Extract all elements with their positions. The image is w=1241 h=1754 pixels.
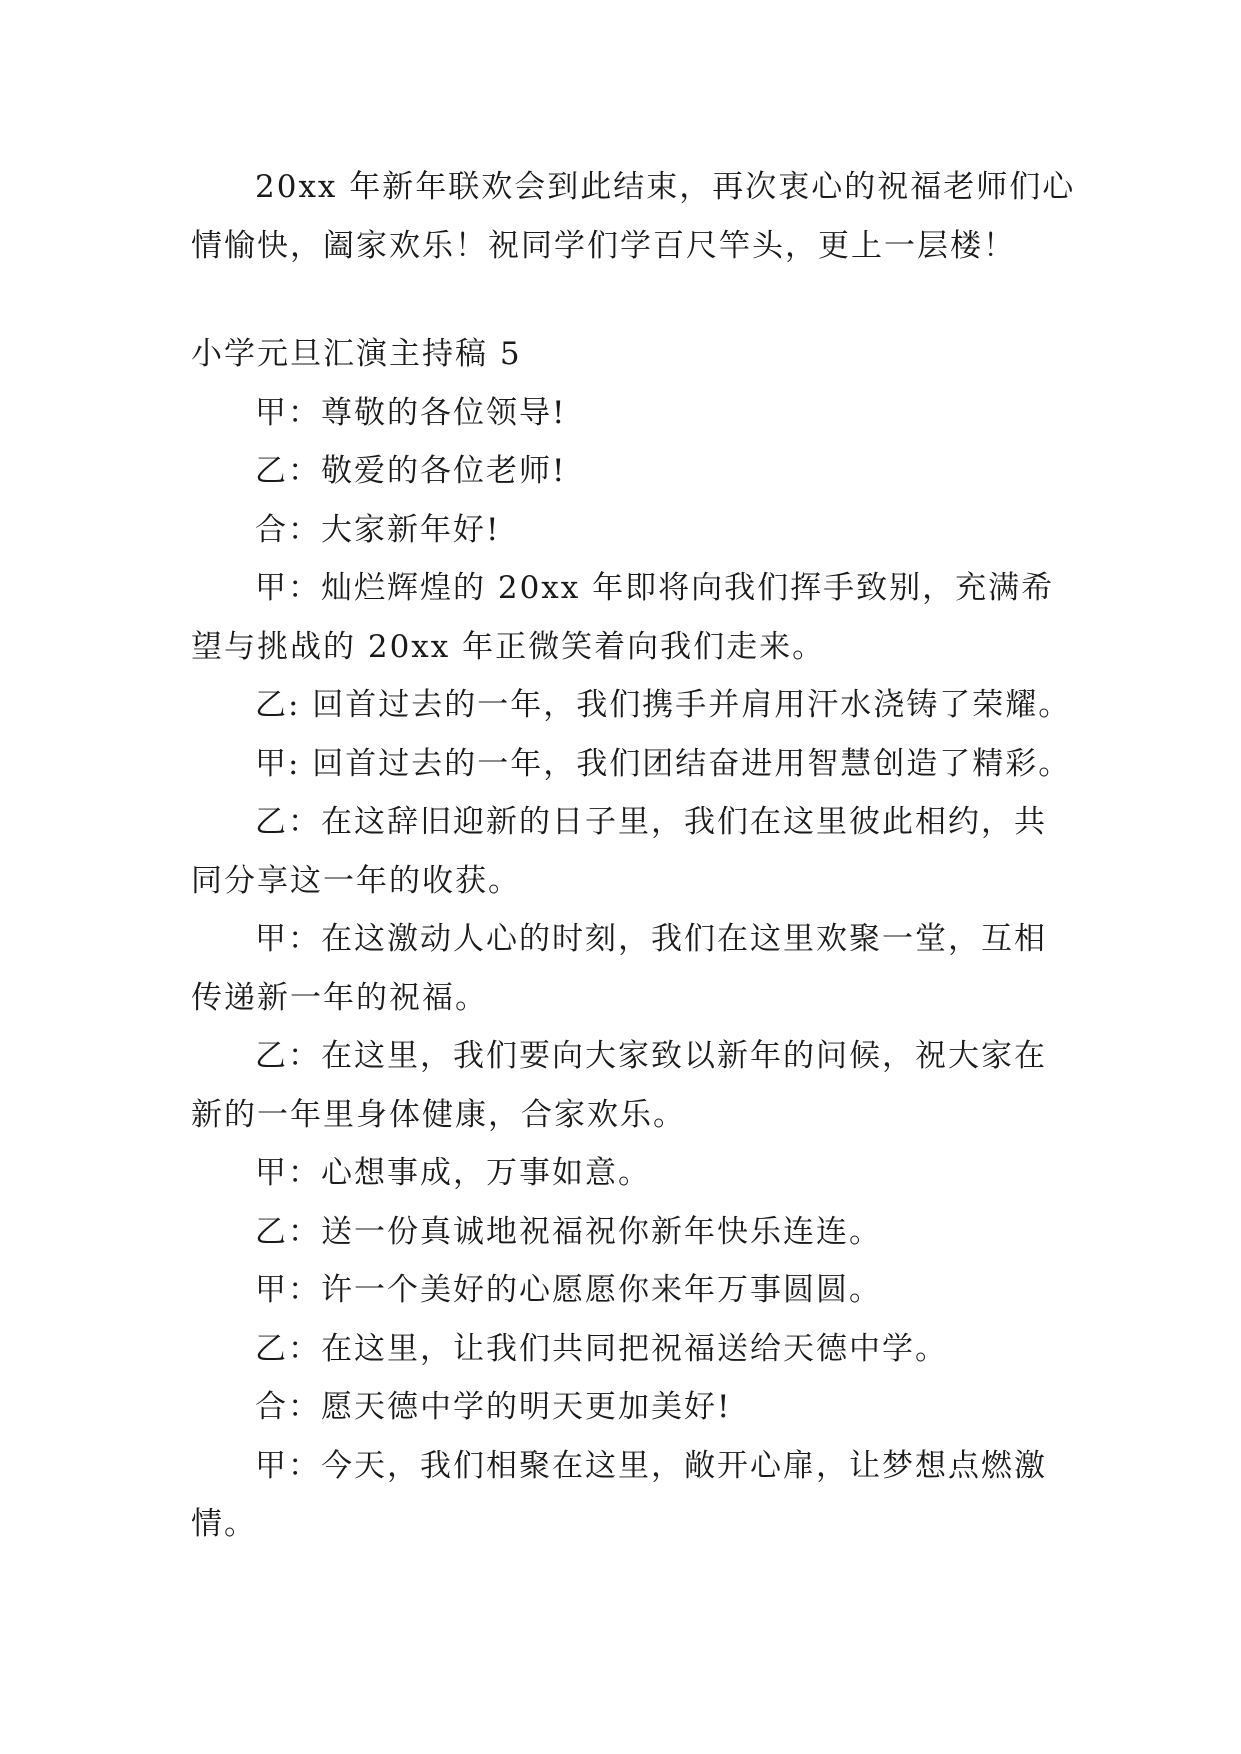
dialogue-line: 合：愿天德中学的明天更加美好! <box>255 1389 732 1425</box>
document-body <box>191 158 1076 1554</box>
dialogue-line: 甲：许一个美好的心愿愿你来年万事圆圆。 <box>255 1272 882 1308</box>
dialogue-line: 甲：今天，我们相聚在这里，敞开心扉，让梦想点燃激 <box>255 1447 1047 1484</box>
dialogue-line: 甲：心想事成，万事如意。 <box>255 1155 651 1191</box>
dialogue-line: 合：大家新年好! <box>255 511 501 548</box>
dialogue-continuation: 望与挑战的 20xx 年正微笑着向我们走来。 <box>191 628 826 665</box>
intro-line-1: 20xx 年新年联欢会到此结束，再次衷心的祝福老师们心 <box>255 169 1076 205</box>
dialogue-line: 甲：灿烂辉煌的 20xx 年即将向我们挥手致别，充满希 <box>255 570 1055 606</box>
intro-line-2: 情愉快，阖家欢乐！祝同学们学百尺竿头，更上一层楼！ <box>191 227 1016 264</box>
dialogue-line: 乙：送一份真诚地祝福祝你新年快乐连连。 <box>255 1213 882 1250</box>
dialogue-continuation: 同分享这一年的收获。 <box>191 862 521 899</box>
dialogue-line: 甲：在这激动人心的时刻，我们在这里欢聚一堂，互相 <box>255 921 1047 957</box>
dialogue-line: 乙：敬爱的各位老师! <box>255 453 567 489</box>
dialogue-continuation: 传递新一年的祝福。 <box>191 979 488 1016</box>
section-title: 小学元旦汇演主持稿 5 <box>191 336 522 372</box>
dialogue-continuation: 新的一年里身体健康，合家欢乐。 <box>191 1096 686 1133</box>
dialogue-line: 乙: 回首过去的一年，我们携手并肩用汗水浇铸了荣耀。 <box>255 687 1072 723</box>
dialogue-line: 乙：在这里，我们要向大家致以新年的问候，祝大家在 <box>255 1038 1047 1074</box>
dialogue-line: 甲：尊敬的各位领导! <box>255 394 567 431</box>
dialogue-line: 甲: 回首过去的一年，我们团结奋进用智慧创造了精彩。 <box>255 745 1072 782</box>
dialogue-continuation: 情。 <box>191 1506 257 1542</box>
dialogue-line: 乙：在这里，让我们共同把祝福送给天德中学。 <box>255 1330 948 1367</box>
dialogue-line: 乙：在这辞旧迎新的日子里，我们在这里彼此相约，共 <box>255 804 1047 840</box>
